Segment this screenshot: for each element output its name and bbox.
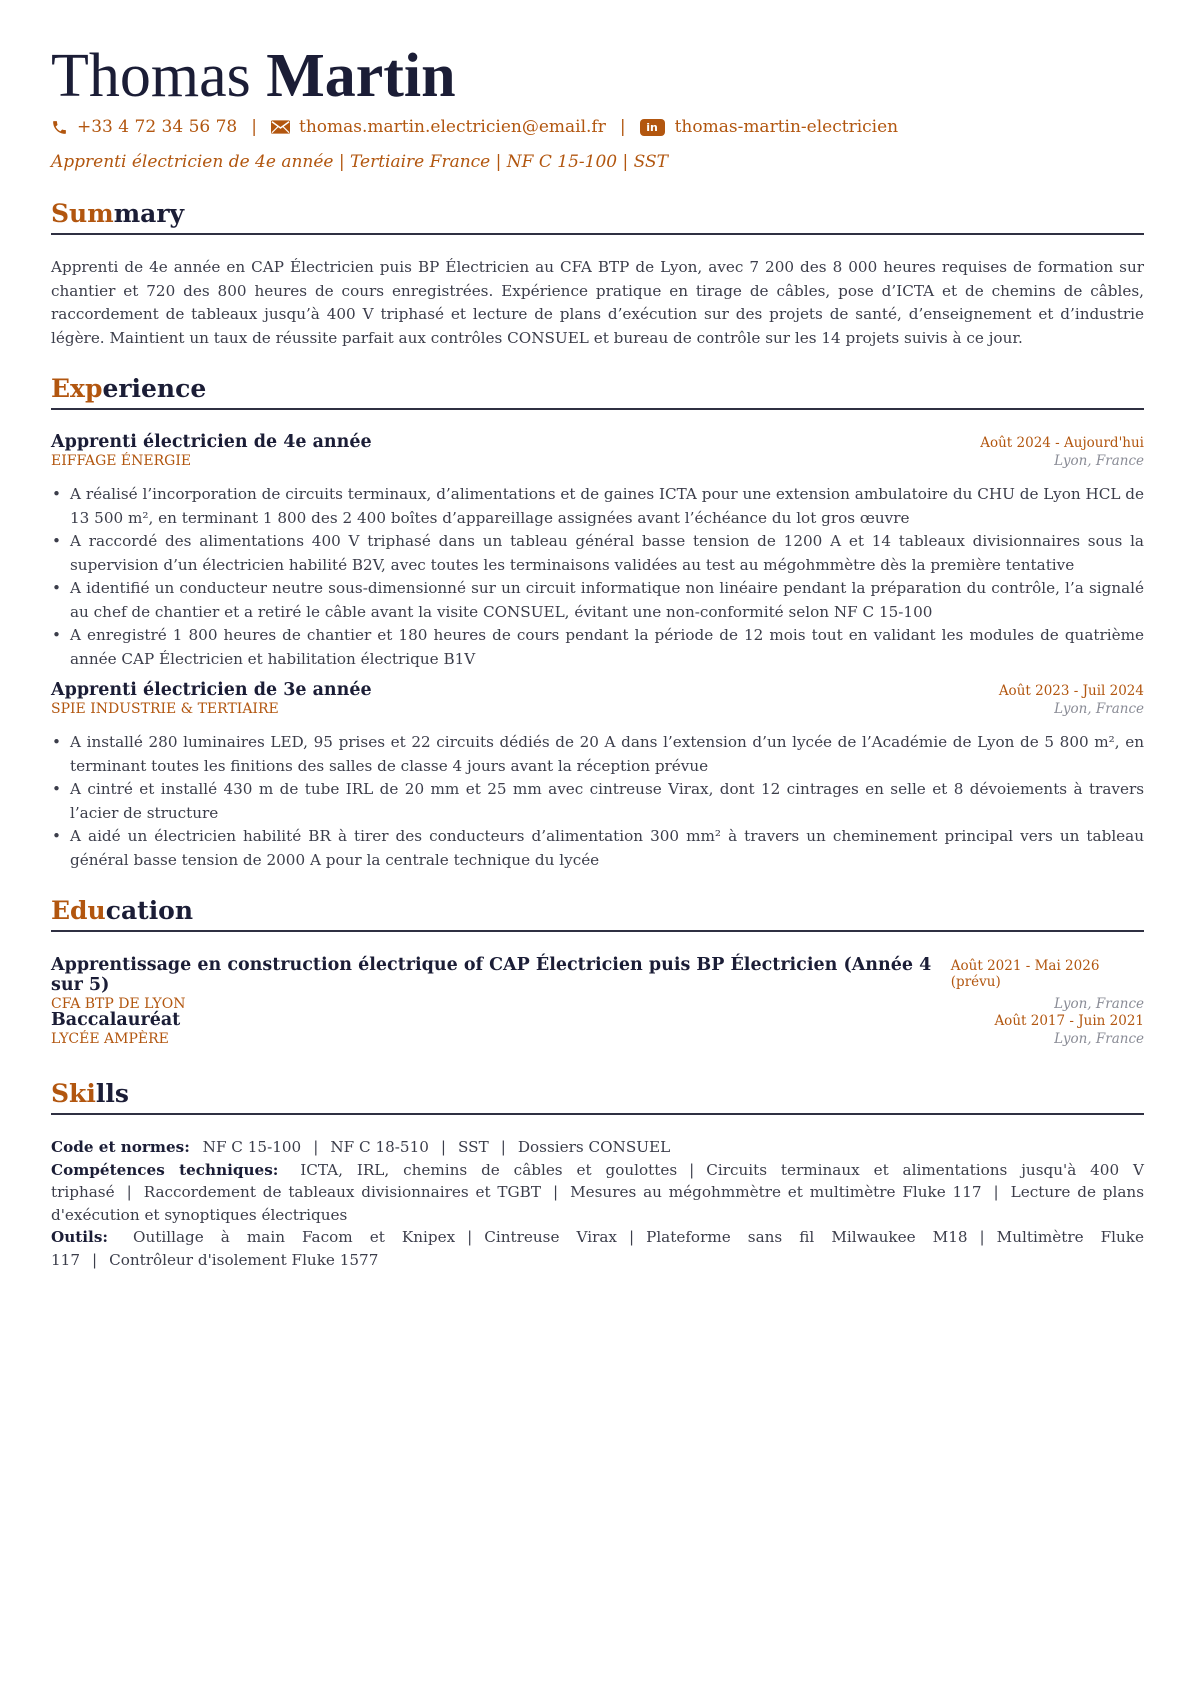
degree-title: Apprentissage en construction électrique of CAP Électricien puis BP Électricien (Année 4 sur 5) [51,955,932,995]
section-title-accent: Exp [51,374,103,403]
skill-item: Lecture de plans d'exécution et synoptiques électriques [51,1183,1144,1224]
skill-item: Circuits terminaux et alimentations jusqu'à 400 V triphasé [51,1160,1144,1201]
section-title-experience [51,373,1144,410]
education-entry [51,955,1144,1012]
section-title-accent: Sum [51,199,114,228]
skills-group [51,1159,1144,1227]
first-name: Thomas [51,42,251,110]
skill-item: Multimètre Fluke 117 [51,1228,1144,1269]
skill-separator: | [628,1228,635,1246]
job-location: Lyon, France [1054,453,1144,469]
skill-item: Raccordement de tableaux divisionnaires et TGBT [143,1183,541,1201]
email-contact[interactable] [271,117,606,137]
skill-separator: | [467,1228,473,1246]
list-item: • A enregistré 1 800 heures de chantier et 180 heures de cours pendant la période de 12 mois tout en validant les modules de quatrième année CAP Électricien et habilitation électrique B1V [51,624,1144,671]
job-role: Apprenti électricien de 3e année [51,680,372,700]
skills-group-label: Outils: [51,1228,108,1246]
job-date: Août 2024 - Aujourd'hui [980,435,1144,451]
section-title-accent: Ski [51,1079,96,1108]
skill-separator: | [440,1138,447,1156]
tagline: Apprenti électricien de 4e année | Tertiaire France | NF C 15-100 | SST [51,152,668,172]
section-title-education [51,895,1144,932]
job-location: Lyon, France [1054,701,1144,717]
education-date: Août 2021 - Mai 2026 (prévu) [950,958,1100,990]
skills-group [51,1136,1144,1159]
contact-separator: | [619,117,626,137]
list-item: • A cintré et installé 430 m de tube IRL de 20 mm et 25 mm avec cintreuse Virax, dont 12 cintrages en selle et 8 dévoiements à travers l’acier de structure [51,778,1144,825]
skill-item: Mesures au mégohmmètre et multimètre Fluke 117 [570,1183,982,1201]
skill-separator: | [552,1183,559,1201]
school-name: LYCÉE AMPÈRE [51,1031,169,1047]
job-role: Apprenti électricien de 4e année [51,432,372,452]
job-date: Août 2023 - Juil 2024 [998,683,1144,699]
section-title-rest: cation [105,896,194,925]
linkedin-icon: in [640,119,665,136]
summary-text: Apprenti de 4e année en CAP Électricien puis BP Électricien au CFA BTP de Lyon, avec 7 200 des 8 000 heures requises de formation sur chantier et 720 des 800 heures de cours enregistrées. Expérience pratique en tirage de câbles, pose d’ICTA et de chemins de câbles, raccordement de tableaux jusqu’à 400 V triphasé et lecture de plans d’exécution sur des projets de santé, d’enseignement et d’industrie légère. Maintient un taux de réussite parfait aux contrôles CONSUEL et bureau de contrôle sur les 14 projets suivis à ce jour. [51,258,1144,347]
section-title-rest: mary [113,199,185,228]
skill-item: Contrôleur d'isolement Fluke 1577 [109,1250,379,1269]
skills-group-label: Code et normes: [51,1138,190,1156]
skill-item: NF C 15-100 [202,1138,302,1156]
linkedin-handle: thomas-martin-electricien [674,117,899,137]
school-name: CFA BTP DE LYON [51,996,186,1012]
section-title-accent: Edu [51,896,106,925]
job-company: SPIE INDUSTRIE & TERTIAIRE [51,701,279,717]
school-location: Lyon, France [1054,996,1144,1012]
degree-title: Baccalauréat [51,1010,181,1030]
skill-item: Outillage à main Facom et Knipex [133,1228,456,1246]
contact-separator: | [251,117,257,137]
contact-bar [51,114,898,140]
skills-group [51,1226,1144,1271]
candidate-name [51,38,456,114]
phone-contact[interactable] [51,117,237,137]
skill-separator: | [979,1228,985,1246]
phone-number: +33 4 72 34 56 78 [77,117,238,137]
skill-item: NF C 18-510 [330,1138,429,1156]
linkedin-contact[interactable] [640,117,899,137]
education-date: Août 2017 - Juin 2021 [994,1013,1144,1029]
envelope-icon [271,120,290,134]
skill-separator: | [993,1183,999,1201]
skill-item: SST [458,1138,489,1156]
job-bullets [51,483,1144,671]
list-item: • A aidé un électricien habilité BR à tirer des conducteurs d’alimentation 300 mm² à travers un cheminement principal vers un tableau général basse tension de 2000 A pour la centrale technique du lycée [51,825,1144,872]
skill-separator: | [92,1250,98,1269]
skill-separator: | [313,1138,319,1156]
skills-group-label: Compétences techniques: [51,1160,279,1179]
section-title-rest: lls [95,1079,129,1108]
skills-list [51,1136,1144,1271]
section-title-summary [51,198,1144,235]
list-item: • A installé 280 luminaires LED, 95 prises et 22 circuits dédiés de 20 A dans l’extension d’un lycée de l’Académie de Lyon de 5 800 m², en terminant toutes les finitions des salles de classe 4 jours avant la réception prévue [51,731,1144,778]
education-entry [51,1010,1144,1047]
list-item: • A raccordé des alimentations 400 V triphasé dans un tableau général basse tension de 1200 A et 14 tableaux divisionnaires sous la supervision d’un électricien habilité B2V, avec toutes les terminaisons validées au test au mégohmmètre dès la première tentative [51,530,1144,577]
skill-separator: | [126,1183,132,1201]
job-bullets [51,731,1144,872]
phone-icon [51,119,68,136]
section-title-rest: erience [102,374,207,403]
skill-item: ICTA, IRL, chemins de câbles et goulottes [300,1160,678,1179]
last-name: Martin [266,42,456,110]
list-item: • A réalisé l’incorporation de circuits terminaux, d’alimentations et de gaines ICTA pour une extension ambulatoire du CHU de Lyon HCL de 13 500 m², en terminant 1 800 des 2 400 boîtes d’appareillage assignées avant l’échéance du lot gros œuvre [51,483,1144,530]
skill-separator: | [500,1138,506,1156]
skill-item: Dossiers CONSUEL [517,1138,671,1156]
section-title-skills [51,1078,1144,1115]
experience-entry [51,432,1144,469]
email-address: thomas.martin.electricien@email.fr [298,117,606,137]
skill-item: Cintreuse Virax [484,1228,617,1246]
list-item: • A identifié un conducteur neutre sous-dimensionné sur un circuit informatique non linéaire pendant la préparation du contrôle, l’a signalé au chef de chantier et a retiré le câble avant la visite CONSUEL, évitant une non-conformité selon NF C 15-100 [51,577,1144,624]
skill-item: Plateforme sans fil Milwaukee M18 [646,1228,968,1246]
job-company: EIFFAGE ÉNERGIE [51,453,192,469]
skill-separator: | [689,1160,695,1179]
experience-entry [51,680,1144,717]
school-location: Lyon, France [1054,1031,1144,1047]
